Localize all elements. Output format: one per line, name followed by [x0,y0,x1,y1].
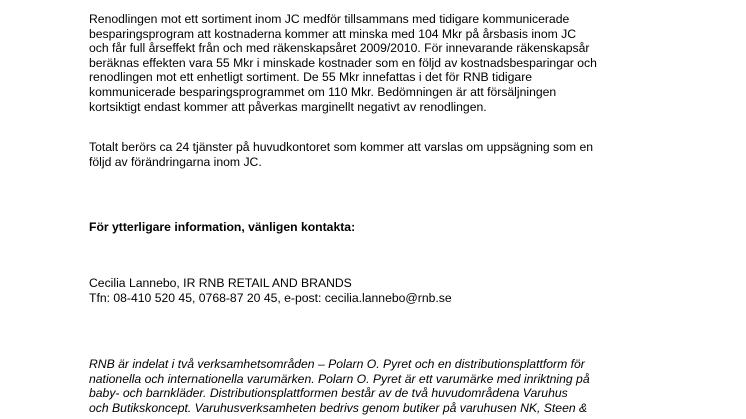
text-line: renodlingen mot ett enhetligt sortiment. De 55 Mkr innefattas i det för RNB tidigare [89,70,533,85]
text-line: Renodlingen mot ett sortiment inom JC medför tillsammans med tidigare kommunicerade [89,12,570,26]
text-line: kortsiktigt endast kommer att påverkas marginellt negativt av renodlingen. [89,99,487,114]
text-line: Totalt berörs ca 24 tjänster på huvudkontoret som kommer att varslas om uppsägning som en [89,140,594,154]
text-line: beräknas effekten vara 55 Mkr i minskade kostnader som en följd av kostnadsbesparingar och [89,55,597,70]
text-line: och får full årseffekt från och med räkenskapsåret 2009/2010. För innevarande räkenskapsår [89,41,590,56]
body-paragraph-1 [89,12,689,114]
contact-phone-email: Tfn: 08-410 520 45, 0768-87 20 45, e-post: cecilia.lannebo@rnb.se [89,290,452,305]
text-line: baby- och barnkläder. Distributionsplattformen består av de två huvudområdena Varuhus [89,386,568,401]
contact-name: Cecilia Lannebo, IR RNB RETAIL AND BRANDS [89,276,352,290]
text-line: följd av förändringarna inom JC. [89,154,262,169]
text-line: nationella och internationella varumärken. Polarn O. Pyret är ett varumärke med inriktning på [89,371,590,386]
text-line: kommunicerade besparingsprogrammet om 110 Mkr. Bedömningen är att försäljningen [89,84,557,99]
company-boilerplate [89,357,689,415]
text-line: och Butikskoncept. Varuhusverksamheten bedrivs genom butiker på varuhusen NK, Steen & [89,400,588,415]
contact-block [89,276,689,305]
text-line: besparingsprogram att kostnaderna kommer att minska med 104 Mkr på årsbasis inom JC [89,26,577,41]
contact-heading: För ytterligare information, vänligen kontakta: [89,220,356,234]
text-line: RNB är indelat i två verksamhetsområden – Polarn O. Pyret och en distributionsplattform för [89,357,585,371]
body-paragraph-2 [89,140,689,169]
